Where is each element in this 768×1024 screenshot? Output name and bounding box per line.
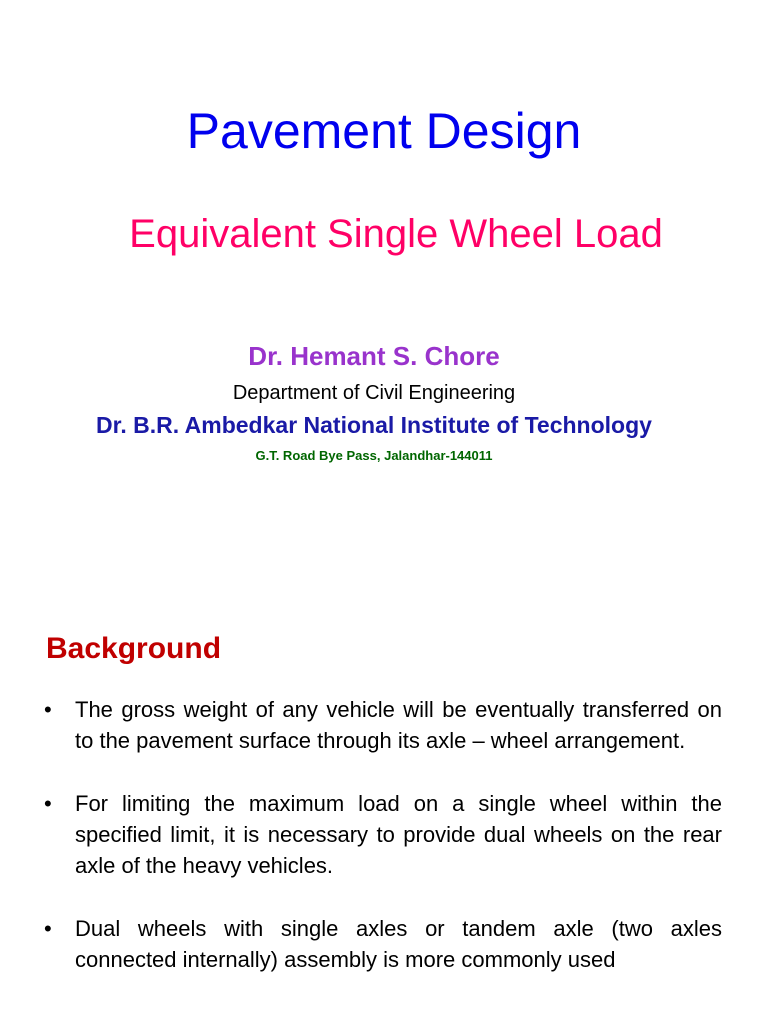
bullet-item [0, 694, 768, 756]
bullet-marker: • [44, 697, 52, 722]
slide-title: Pavement Design [186, 103, 582, 159]
institute-name: Dr. B.R. Ambedkar National Institute of Technology [96, 412, 652, 438]
institute-address: G.T. Road Bye Pass, Jalandhar-144011 [255, 448, 493, 463]
slide-subtitle: Equivalent Single Wheel Load [129, 212, 663, 256]
bullet-marker: • [44, 916, 52, 941]
bullet-marker: • [44, 791, 52, 816]
bullet-item [0, 913, 768, 975]
author-name: Dr. Hemant S. Chore [248, 341, 500, 371]
bullet-text: For limiting the maximum load on a single wheel within the specified limit, it is necessary to provide dual wheels on the rear axle of the heavy vehicles. [75, 791, 722, 878]
bullet-text: The gross weight of any vehicle will be eventually transferred on to the pavement surface through its axle – wheel arrangement. [75, 697, 722, 753]
bullet-text: Dual wheels with single axles or tandem axle (two axles connected internally) assembly is more commonly used [75, 916, 722, 972]
bullet-item [0, 788, 768, 881]
department-name: Department of Civil Engineering [232, 382, 516, 404]
bullet-list [0, 694, 768, 1007]
section-heading: Background [46, 632, 222, 665]
